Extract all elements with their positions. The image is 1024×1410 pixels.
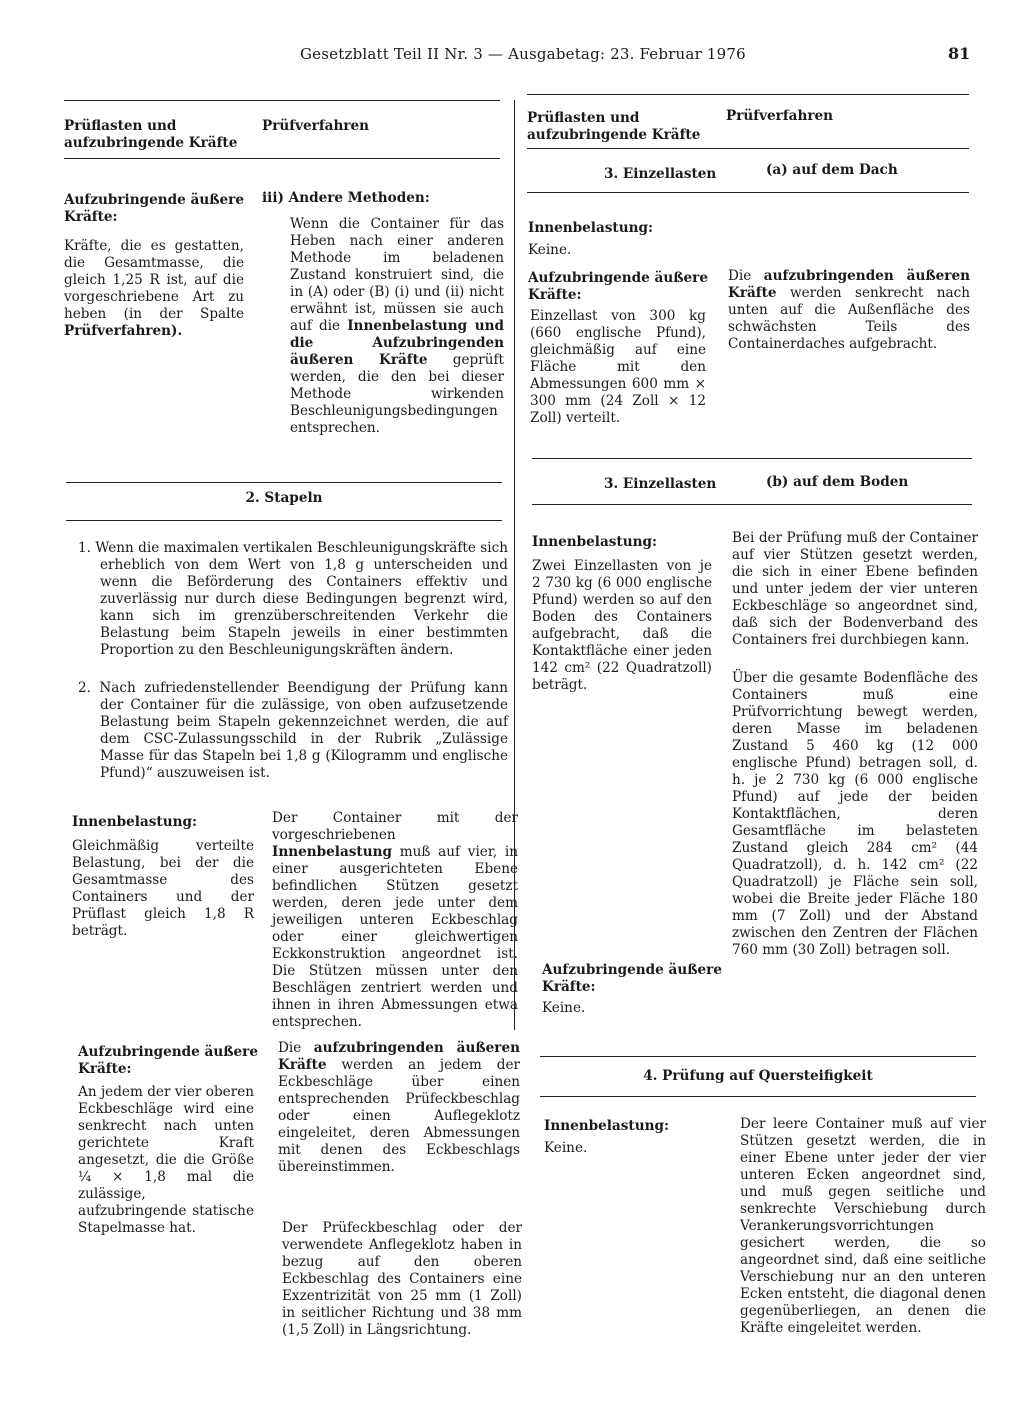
s3b-inner-text: Zwei Einzellasten von je 2 730 kg (6 000 englische Pfund) werden so auf den Boden des Containers aufgebracht, daß die Kontaktfläche einer jeden 142 cm² (22 Quadratzoll) beträgt. (532, 558, 712, 693)
right-col-head-procedure: Prüfverfahren (726, 108, 834, 124)
left-ext-forces-text-bold: Prüfverfahren). (64, 323, 183, 339)
left-inner-load-text: Gleichmäßig verteilte Belastung, bei der die Gesamtmasse des Containers und der Prüflast gleich 1,8 R beträgt. (72, 838, 254, 939)
s4-title: 4. Prüfung auf Quersteifigkeit (643, 1068, 873, 1084)
left-ext-proc-bold: aufzubringenden äußeren Kräfte (278, 1040, 520, 1073)
stacking-item-1: 1. Wenn die maximalen vertikalen Beschleunigungskräfte sich erheblich von dem Wert von 1,8 g unterscheiden und wenn die Beförderung des Containers effektiv und zuverlässig nur durch diese Bedingungen begrenzt wird, kann sich im grenzüberschreitenden Verkehr die Belastung beim Stapeln jeweils in einer bestimmten Proportion zu den Beschleunigungskräften ändern. (78, 540, 508, 658)
s3b-ext-label: Aufzubringende äußere Kräfte: (542, 962, 722, 995)
s3b-procedure-1: Bei der Prüfung muß der Container auf vier Stützen gesetzt werden, die sich in einer Ebene befinden und unter jedem der vier unteren Eckbeschläge so angeordnet sind, daß sich der Bodenverband des Containers frei durchbiegen kann. (732, 530, 978, 648)
left-method-text-part2: geprüft werden, die den bei dieser Methode wirkenden Beschleunigungsbedingungen entsprechen. (290, 352, 504, 436)
s3a-title-right: (a) auf dem Dach (766, 162, 898, 178)
s4-procedure: Der leere Container muß auf vier Stützen gesetzt werden, die in einer Ebene unter jeder der vier unteren Ecken angeordnet sind, und muß gegen seitliche und senkrechte Verschiebung durch Verankerungsvorrichtungen gesichert werden, die so angeordnet sind, daß eine seitliche Verschiebung nur an den unteren Ecken entsteht, die diagonal denen gegenüberliegen, an denen die Kräfte eingeleitet werden. (740, 1116, 986, 1336)
left-section2-bottom-rule (66, 520, 502, 521)
left-top-rule (64, 100, 500, 101)
s3a-ext-text: Einzellast von 300 kg (660 englische Pfund), gleichmäßig auf eine Fläche mit den Abmessungen 600 mm × 300 mm (24 Zoll × 12 Zoll) verteilt. (530, 308, 706, 426)
left-ext-stack-label: Aufzubringende äußere Kräfte: (78, 1044, 258, 1077)
s4-rule (540, 1096, 976, 1097)
s3a-procedure (728, 268, 970, 353)
s3b-title-right: (b) auf dem Boden (766, 474, 909, 490)
left-ext-forces-label: Aufzubringende äußere Kräfte: (64, 192, 244, 225)
s3b-rule (532, 504, 972, 505)
s3a-proc-part1: Die (728, 268, 764, 284)
right-col-head-loads: Prüflasten und aufzubringende Kräfte (527, 110, 701, 143)
s3b-top-rule (532, 458, 972, 459)
s4-inner-label: Innenbelastung: (544, 1118, 670, 1134)
left-inner-load-procedure (272, 810, 518, 1031)
s3a-title-left: 3. Einzellasten (604, 166, 717, 182)
left-ext-proc-part2: werden an jedem der Eckbeschläge über einen entsprechenden Prüfeckbeschlag oder einen Auflegeklotz eingeleitet, deren Abmessungen mit denen des Eckbeschlags übereinstimmen. (278, 1057, 520, 1175)
s3a-ext-label: Aufzubringende äußere Kräfte: (528, 270, 708, 303)
s3b-ext-text: Keine. (542, 1000, 586, 1016)
page-number: 81 (948, 44, 971, 63)
left-head-rule (64, 158, 500, 159)
stacking-item-2: 2. Nach zufriedenstellender Beendigung der Prüfung kann der Container für die zulässige, von oben aufzusetzende Belastung beim Stapeln gekennzeichnet werden, die auf dem CSC-Zulassungsschild in der Rubrik „Zulässige Masse für das Stapeln bei 1,8 g (Kilogramm und englische Pfund)“ auszuweisen ist. (78, 680, 508, 781)
left-ext-forces-text (64, 238, 244, 340)
left-ext-stack-procedure-2: Der Prüfeckbeschlag oder der verwendete Anflegeklotz haben in bezug auf den oberen Eckbeschlag des Containers eine Exzentrizität von 25 mm (1 Zoll) in seitlicher Richtung und 38 mm (1,5 Zoll) in Längsrichtung. (282, 1220, 522, 1338)
left-inner-proc-part2: muß auf vier, in einer ausgerichteten Ebene befindlichen Stützen gesetzt werden, deren jede unter dem jeweiligen unteren Eckbeschlag oder einer gleichwertigen Eckkonstruktion angeordnet ist. Die Stützen müssen unter den Beschlägen zentriert werden und ihnen in ihren Abmessungen etwa entsprechen. (272, 844, 518, 1030)
left-ext-proc-part1: Die (278, 1040, 314, 1056)
left-inner-load-label: Innenbelastung: (72, 814, 198, 830)
s3b-title-left: 3. Einzellasten (604, 476, 717, 492)
left-ext-forces-text-part: Kräfte, die es gestatten, die Gesamtmasse, die gleich 1,25 R ist, auf die vorgeschriebene Art zu heben (in der Spalte (64, 238, 244, 322)
left-col-head-loads: Prüflasten und aufzubringende Kräfte (64, 118, 238, 151)
left-ext-stack-procedure (278, 1040, 520, 1176)
s3a-rule (527, 192, 969, 193)
s3b-procedure-2: Über die gesamte Bodenfläche des Containers muß eine Prüfvorrichtung bewegt werden, deren Masse im beladenen Zustand 5 460 kg (12 000 englische Pfund) betragen soll, d. h. je 2 730 kg (6 000 englische Pfund) auf jede der beiden Kontaktflächen, deren Gesamtfläche im belasteten Zustand gleich 284 cm² (44 Quadratzoll), d. h. 142 cm² (22 Quadratzoll) je Fläche sein soll, wobei die Breite jeder Fläche 180 mm (7 Zoll) und der Abstand zwischen den Zentren der Flächen 760 mm (30 Zoll) betragen soll. (732, 670, 978, 958)
left-method-text-part1: Wenn die Container für das Heben nach einer anderen Methode im beladenen Zustand konstruiert sind, die in (A) oder (B) (i) und (ii) nicht erwähnt ist, müssen sie auch auf die (290, 216, 504, 334)
s3a-proc-part2: werden senkrecht nach unten auf die Außenfläche des schwächsten Teils des Containerdaches aufgebracht. (728, 285, 970, 352)
right-head-rule (527, 148, 969, 149)
s3a-proc-bold: aufzubringenden äußeren Kräfte (728, 268, 970, 301)
left-method-label: iii) Andere Methoden: (262, 190, 430, 206)
page-header-title: Gesetzblatt Teil II Nr. 3 — Ausgabetag: 23. Februar 1976 (300, 45, 746, 63)
left-ext-stack-text: An jedem der vier oberen Eckbeschläge wird eine senkrecht nach unten gerichtete Kraft angesetzt, die die Größe ¼ × 1,8 mal die zulässige, aufzubringende statische Stapelmasse hat. (78, 1084, 254, 1236)
left-method-text (290, 216, 504, 437)
s4-top-rule (540, 1056, 976, 1057)
s3a-inner-label: Innenbelastung: (528, 220, 654, 236)
left-inner-proc-part1: Der Container mit der vorgeschriebenen (272, 810, 518, 843)
left-col-head-procedure: Prüfverfahren (262, 118, 370, 134)
section2-title: 2. Stapeln (245, 490, 323, 506)
left-method-text-bold: Innenbelastung und die Aufzubringenden äußeren Kräfte (290, 318, 504, 368)
s4-inner-text: Keine. (544, 1140, 588, 1156)
right-top-rule (527, 94, 969, 95)
s3b-inner-label: Innenbelastung: (532, 534, 658, 550)
left-inner-proc-bold: Innenbelastung (272, 844, 392, 860)
left-section2-top-rule (66, 482, 502, 483)
s3a-inner-text: Keine. (528, 242, 572, 258)
